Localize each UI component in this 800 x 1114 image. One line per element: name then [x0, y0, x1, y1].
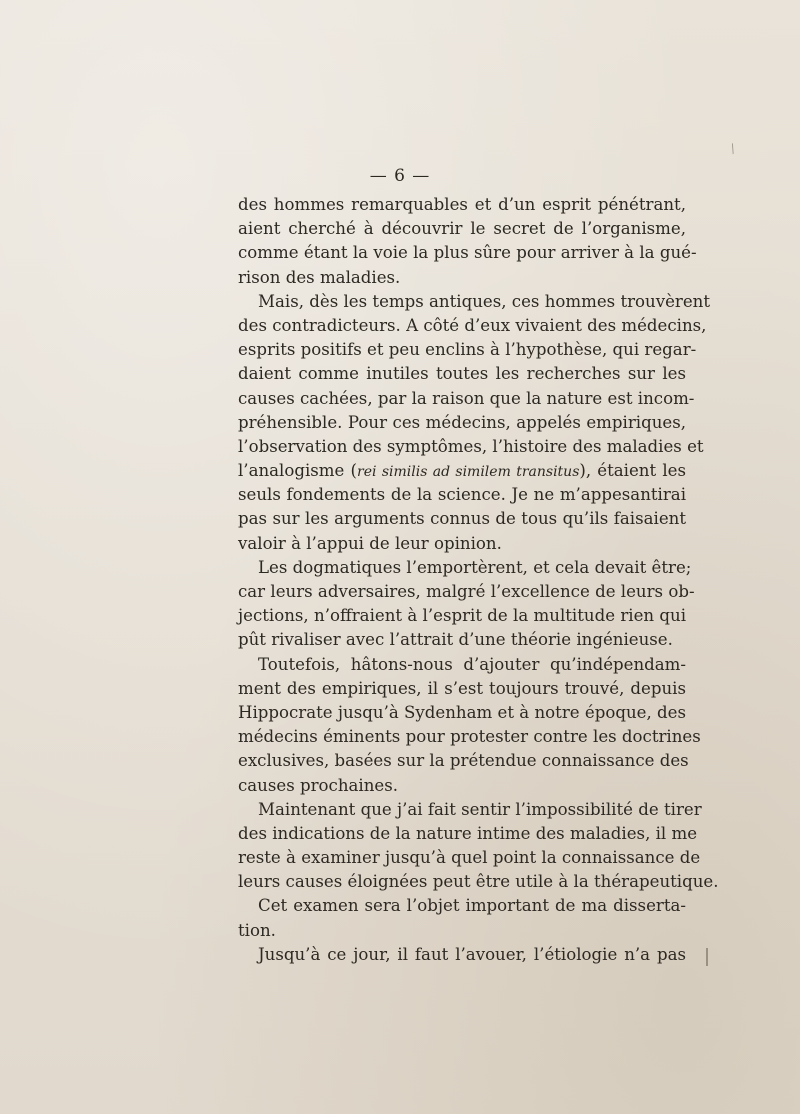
pencil-mark: ⁄ — [728, 142, 738, 156]
text-line: reste à examiner jusqu’à quel point la connaissance de — [238, 848, 701, 868]
text-line: Toutefois, hâtons-nous d’ajouter qu’indépendam- — [258, 654, 686, 674]
page-number: — 6 — — [369, 166, 431, 186]
text-line: Les dogmatiques l’emportèrent, et cela devait être; — [258, 557, 692, 577]
text-line: jections, n’offraient à l’esprit de la multitude rien qui — [238, 606, 686, 626]
text-line: tion. — [238, 920, 276, 940]
text-line: des contradicteurs. A côté d’eux vivaient des médecins, — [238, 315, 707, 335]
text-line: pût rivaliser avec l’attrait d’une théorie ingénieuse. — [238, 630, 673, 650]
text-line — [238, 459, 686, 483]
text-line: daient comme inutiles toutes les recherches sur les — [238, 364, 686, 384]
text-line: ment des empiriques, il s’est toujours trouvé, depuis — [238, 678, 686, 698]
text-line: pas sur les arguments connus de tous qu’ils faisaient — [238, 509, 686, 529]
text-line: préhensible. Pour ces médecins, appelés empiriques, — [238, 412, 686, 432]
text-line: exclusives, basées sur la prétendue connaissance des — [238, 751, 689, 771]
text-line: Maintenant que j’ai fait sentir l’impossibilité de tirer — [258, 799, 702, 819]
text-line: car leurs adversaires, malgré l’excellence de leurs ob- — [238, 582, 695, 601]
text-segment: l’analogisme ( — [238, 461, 358, 481]
text-line: Jusqu’à ce jour, il faut l’avouer, l’étiologie n’a pas — [258, 944, 686, 964]
text-line: Cet examen sera l’objet important de ma disserta- — [258, 896, 686, 916]
text-line: leurs causes éloignées peut être utile à la thérapeutique. — [238, 872, 719, 892]
text-line: médecins éminents pour protester contre les doctrines — [238, 727, 701, 747]
text-segment: ), étaient les — [579, 461, 686, 481]
margin-mark — [706, 948, 708, 966]
text-line: des indications de la nature intime des maladies, il me — [238, 823, 698, 843]
text-line: Mais, dès les temps antiques, ces hommes trouvèrent — [258, 291, 711, 311]
text-line: valoir à l’appui de leur opinion. — [238, 533, 502, 553]
latin-phrase: rei similis ad similem transitus — [357, 464, 580, 481]
text-line: aient cherché à découvrir le secret de l’organisme, — [238, 219, 686, 239]
text-line: causes cachées, par la raison que la nature est incom- — [238, 388, 695, 408]
body-text — [238, 193, 719, 967]
text-line: causes prochaines. — [238, 775, 399, 795]
text-line: des hommes remarquables et d’un esprit pénétrant, — [238, 195, 686, 214]
text-line: seuls fondements de la science. Je ne m’appesantirai — [238, 485, 686, 505]
text-line: rison des maladies. — [238, 267, 401, 287]
text-line: comme étant la voie la plus sûre pour arriver à la gué- — [238, 243, 697, 263]
text-line: l’observation des symptômes, l’histoire des maladies et — [238, 436, 704, 456]
text-line: esprits positifs et peu enclins à l’hypothèse, qui regar- — [238, 340, 697, 360]
text-line: Hippocrate jusqu’à Sydenham et à notre époque, des — [238, 702, 686, 722]
